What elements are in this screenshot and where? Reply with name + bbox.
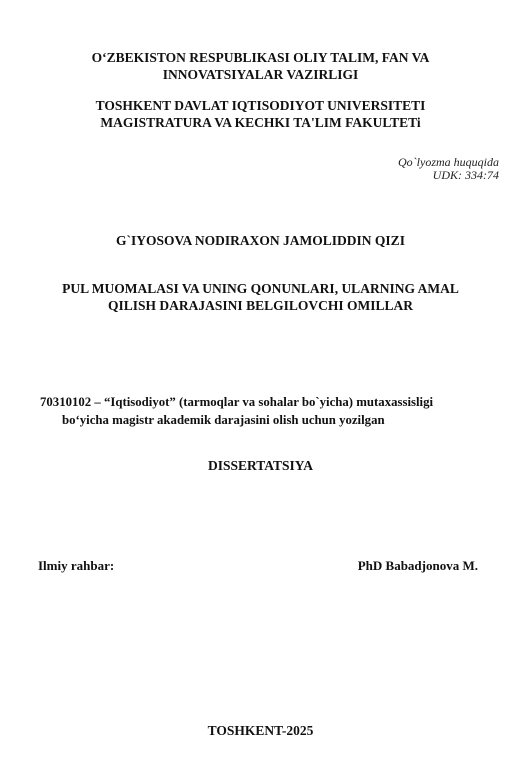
specialty-statement (40, 393, 433, 429)
supervisor-label: Ilmiy rahbar: (38, 558, 115, 573)
university-line-2: MAGISTRATURA VA KECHKI TA'LIM FAKULTETi (100, 115, 421, 130)
specialty-line-1: 70310102 – “Iqtisodiyot” (tarmoqlar va sohalar bo`yicha) mutaxassisligi (40, 395, 434, 409)
author-name: G`IYOSOVA NODIRAXON JAMOLIDDIN QIZI (116, 233, 405, 248)
ministry-line-2: INNOVATSIYALAR VAZIRLIGI (162, 67, 359, 82)
specialty-line-2: bo‘yicha magistr akademik darajasini olish uchun yozilgan (62, 413, 385, 427)
document-type: DISSERTATSIYA (207, 458, 314, 473)
manuscript-note (398, 156, 499, 182)
thesis-title-line-1: PUL MUOMALASI VA UNING QONUNLARI, ULARNING AMAL (62, 281, 459, 296)
udk-code: UDK: 334:74 (432, 168, 499, 182)
university-line-1: TOSHKENT DAVLAT IQTISODIYOT UNIVERSITETI (95, 98, 426, 113)
supervisor-name: PhD Babadjonova M. (357, 558, 478, 573)
city-year: TOSHKENT-2025 (207, 723, 314, 738)
university-heading (0, 97, 521, 131)
thesis-title-line-2: QILISH DARAJASINI BELGILOVCHI OMILLAR (108, 298, 413, 313)
manuscript-rights: Qo`lyozma huquqida (398, 155, 499, 169)
ministry-line-1: O‘ZBEKISTON RESPUBLIKASI OLIY TALIM, FAN VA (91, 50, 430, 65)
thesis-title (0, 280, 521, 314)
ministry-heading (0, 49, 521, 83)
